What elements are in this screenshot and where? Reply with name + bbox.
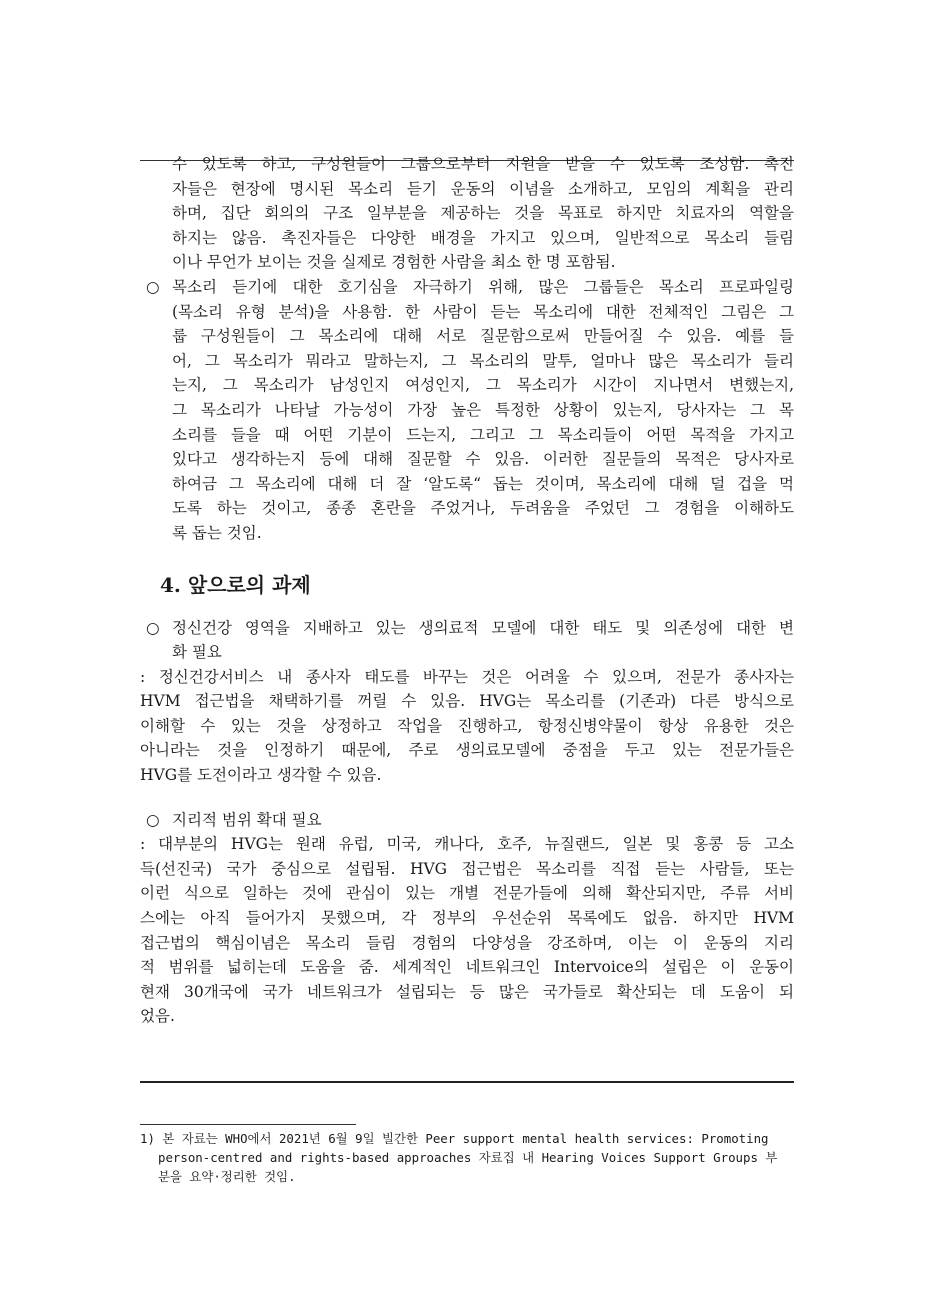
paragraph-line: 스에는 아직 들어가지 못했으며, 각 정부의 우선순위 목록에도 없음. 하지만 HVM xyxy=(140,909,794,928)
paragraph-line: 는지, 그 목소리가 남성인지 여성인지, 그 목소리가 시간이 지나면서 변했는지, xyxy=(172,376,794,395)
attitude-body xyxy=(140,665,794,788)
paragraph-line: 적 범위를 넓히는데 도움을 줌. 세계적인 네트워크인 Intervoice의 설립은 이 운동이 xyxy=(140,958,794,977)
paragraph-line: 현재 30개국에 국가 네트워크가 설립되는 등 많은 국가들로 확산되는 데 도움이 되 xyxy=(140,982,794,1001)
paragraph-line: 룹 구성원들이 그 목소리에 대해 서로 질문함으로써 만들어질 수 있음. 예를 들 xyxy=(172,327,794,346)
paragraph-line: (목소리 유형 분석)을 사용함. 한 사람이 듣는 목소리에 대한 전체적인 그림은 그 xyxy=(172,302,794,321)
main-content xyxy=(140,152,794,1029)
footnote-divider xyxy=(140,1124,356,1125)
paragraph-line: 도록 하는 것이고, 종종 혼란을 주었거나, 두려움을 주었던 그 경험을 이해하도 xyxy=(172,499,794,518)
bullet-title-line: 정신건강 영역을 지배하고 있는 생의료적 모델에 대한 태도 및 의존성에 대한 변 xyxy=(172,618,794,637)
paragraph-line: 소리를 들을 때 어떤 기분이 드는지, 그리고 그 목소리들이 어떤 목적을 가지고 xyxy=(172,425,794,444)
paragraph-line: 어, 그 목소리가 뭐라고 말하는지, 그 목소리의 말투, 얼마나 많은 목소리가 들리 xyxy=(172,351,794,370)
paragraph-line: 이해할 수 있는 것을 상정하고 작업을 진행하고, 항정신병약물이 항상 유용한 것은 xyxy=(140,716,794,735)
profiling-bullet xyxy=(140,275,794,546)
paragraph-line: 득(선진국) 국가 중심으로 설립됨. HVG 접근법은 목소리를 직접 듣는 사람들, 또는 xyxy=(140,859,794,878)
paragraph-line: 자들은 현장에 명시된 목소리 듣기 운동의 이념을 소개하고, 모임의 계획을 관리 xyxy=(172,179,794,198)
footnote xyxy=(140,1129,800,1186)
paragraph-line: HVM 접근법을 채택하기를 꺼릴 수 있음. HVG는 목소리를 (기존과) 다른 방식으로 xyxy=(140,692,794,711)
paragraph-line: 었음. xyxy=(140,1007,175,1026)
paragraph-line: 록 돕는 것임. xyxy=(172,523,262,542)
section-heading: 4. 앞으로의 과제 xyxy=(160,572,311,597)
paragraph-line: : 정신건강서비스 내 종사자 태도를 바꾸는 것은 어려울 수 있으며, 전문가 종사자는 xyxy=(140,667,794,686)
paragraph-line: 이런 식으로 일하는 것에 관심이 있는 개별 전문가들에 의해 확산되지만, 주류 서비 xyxy=(140,884,794,903)
bottom-divider xyxy=(140,1081,794,1083)
paragraph-line: 목소리 듣기에 대한 호기심을 자극하기 위해, 많은 그룹들은 목소리 프로파일링 xyxy=(172,277,794,296)
paragraph-line: 그 목소리가 나타날 가능성이 가장 높은 특정한 상황이 있는지, 당사자는 그 목 xyxy=(172,400,794,419)
geography-body xyxy=(140,832,794,1029)
geography-bullet xyxy=(140,808,794,833)
paragraph-line: 접근법의 핵심이념은 목소리 들림 경험의 다양성을 강조하며, 이는 이 운동의 지리 xyxy=(140,933,794,952)
paragraph-line: 아니라는 것을 인정하기 때문에, 주로 생의료모델에 중점을 두고 있는 전문가들은 xyxy=(140,741,794,760)
paragraph-line: : 대부분의 HVG는 원래 유럽, 미국, 캐나다, 호주, 뉴질랜드, 일본 및 홍콩 등 고소 xyxy=(140,835,794,854)
paragraph-line: 이나 무언가 보이는 것을 실제로 경험한 사람을 최소 한 명 포함됨. xyxy=(172,253,616,272)
paragraph-line: HVG를 도전이라고 생각할 수 있음. xyxy=(140,766,382,785)
footnote-line: 1) 본 자료는 WHO에서 2021년 6월 9일 빌간한 Peer support mental health services: Promoting xyxy=(140,1131,769,1146)
paragraph-line: 하지는 않음. 촉진자들은 다양한 배경을 가지고 있으며, 일반적으로 목소리 들림 xyxy=(172,228,794,247)
attitude-bullet xyxy=(140,616,794,665)
bullet-title-line: 지리적 범위 확대 필요 xyxy=(172,810,322,829)
paragraph-line: 하여금 그 목소리에 대해 더 잘 ‘알도록“ 돕는 것이며, 목소리에 대해 덜 겁을 먹 xyxy=(172,474,794,493)
bullet-marker: ○ xyxy=(146,810,160,829)
continued-paragraph xyxy=(140,152,794,275)
spacer xyxy=(140,788,794,808)
bullet-marker: ○ xyxy=(146,618,160,637)
paragraph-line: 있다고 생각하는지 등에 대해 질문할 수 있음. 이러한 질문들의 목적은 당사자로 xyxy=(172,450,794,469)
bullet-title-line: 화 필요 xyxy=(172,643,222,662)
paragraph-line: 수 있도록 하고, 구성원들이 그룹으로부터 지원을 받을 수 있도록 조성함. 촉진 xyxy=(172,155,794,173)
bullet-marker: ○ xyxy=(146,277,160,296)
paragraph-line: 하며, 집단 회의의 구조 일부분을 제공하는 것을 목표로 하지만 치료자의 역할을 xyxy=(172,204,794,223)
footnote-line: 분을 요약·정리한 것임. xyxy=(158,1169,296,1184)
footnote-line: person-centred and rights-based approaches 자료집 내 Hearing Voices Support Groups 부 xyxy=(158,1150,778,1165)
